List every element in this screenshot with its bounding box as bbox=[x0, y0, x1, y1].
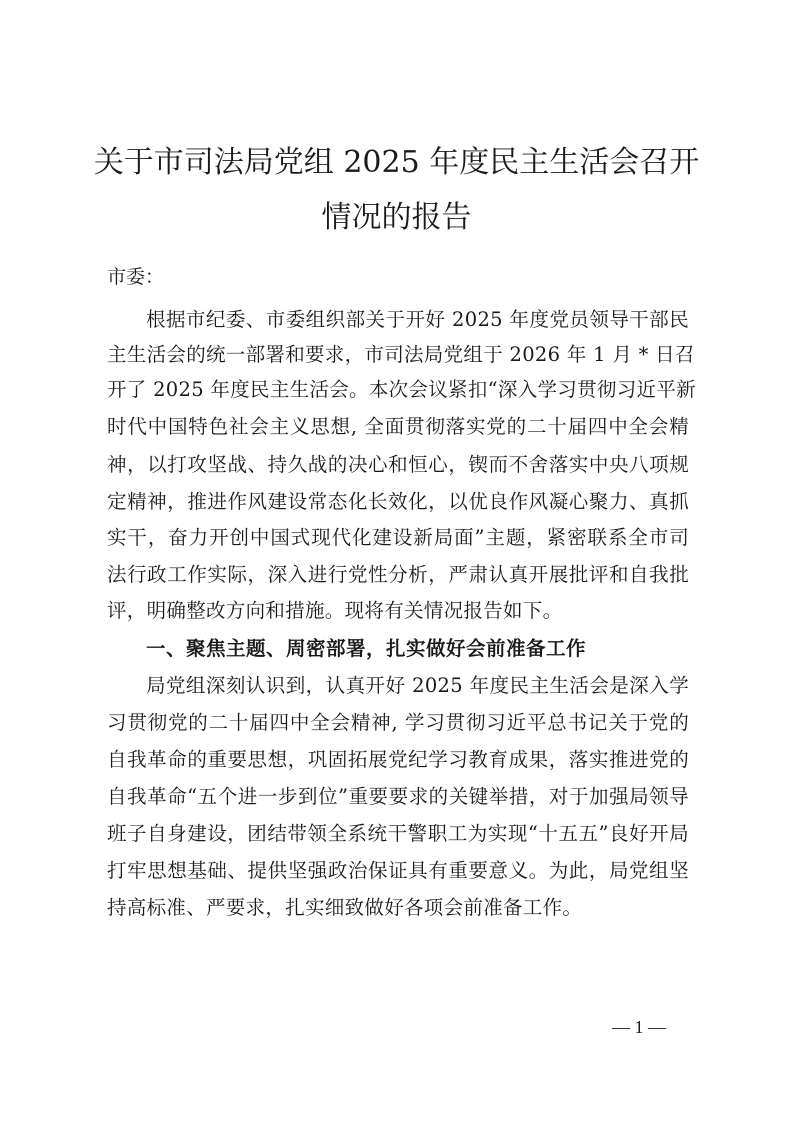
paragraph-2-line: 打牢思想基础、提供坚强政治保证具有重要意义。为此，局党组坚 bbox=[107, 859, 689, 882]
paragraph-1-line: 神，以打攻坚战、持久战的决心和恒心，锲而不舍落实中央八项规 bbox=[107, 453, 689, 476]
paragraph-2-line: 局党组深刻认识到，认真开好 2025 年度民主生活会是深入学 bbox=[146, 674, 689, 697]
paragraph-1-line: 根据市纪委、市委组织部关于开好 2025 年度党员领导干部民 bbox=[146, 308, 689, 331]
paragraph-1-line: 定精神，推进作风建设常态化长效化，以优良作风凝心聚力、真抓 bbox=[107, 490, 689, 513]
paragraph-1-line: 实干，奋力开创中国式现代化建设新局面”主题，紧密联系全市司 bbox=[107, 526, 689, 549]
paragraph-2-line: 习贯彻党的二十届四中全会精神, 学习贯彻习近平总书记关于党的 bbox=[107, 711, 689, 734]
document-title-line-1: 关于市司法局党组 2025 年度民主生活会召开 bbox=[93, 145, 700, 180]
page-number: — 1 — bbox=[612, 1017, 666, 1037]
paragraph-1-line: 主生活会的统一部署和要求，市司法局党组于 2026 年 1 月 * 日召 bbox=[107, 343, 695, 366]
document-title-line-2: 情况的报告 bbox=[321, 200, 472, 235]
paragraph-2-line: 自我革命的重要思想，巩固拓展党纪学习教育成果，落实推进党的 bbox=[107, 748, 689, 771]
paragraph-2-line: 自我革命“五个进一步到位”重要要求的关键举措，对于加强局领导 bbox=[107, 785, 689, 808]
paragraph-1-line: 开了 2025 年度民主生活会。本次会议紧扣“深入学习贯彻习近平新 bbox=[107, 378, 696, 401]
paragraph-1-line: 时代中国特色社会主义思想, 全面贯彻落实党的二十届四中全会精 bbox=[107, 415, 689, 438]
paragraph-1-line: 法行政工作实际，深入进行党性分析，严肃认真开展批评和自我批 bbox=[107, 563, 689, 586]
paragraph-2-line: 持高标准、严要求，扎实细致做好各项会前准备工作。 bbox=[107, 896, 583, 919]
section-heading: 一、聚焦主题、周密部署，扎实做好会前准备工作 bbox=[146, 637, 587, 660]
paragraph-2-line: 班子自身建设，团结带领全系统干警职工为实现“十五五”良好开局 bbox=[107, 822, 689, 845]
paragraph-1-line: 评，明确整改方向和措施。现将有关情况报告如下。 bbox=[107, 599, 563, 622]
addressee: 市委： bbox=[107, 266, 165, 288]
